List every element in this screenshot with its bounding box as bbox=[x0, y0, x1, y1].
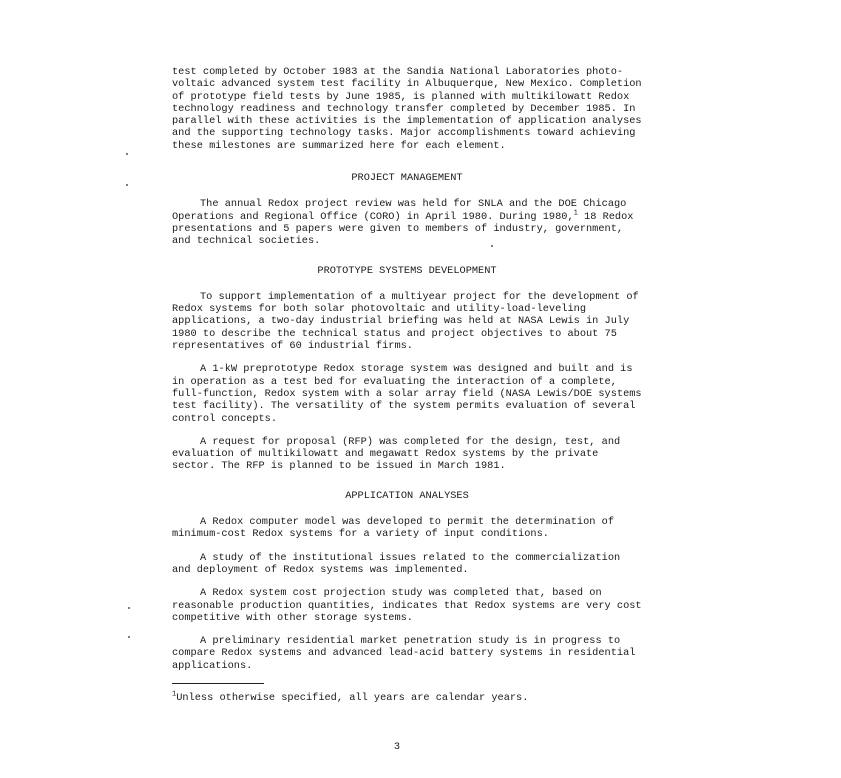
page-number: 3 bbox=[393, 741, 401, 753]
footnote-divider bbox=[172, 683, 264, 684]
pm-text-part2: 18 Redox presentations and 5 papers were given to members of industry, government, and technical societies. bbox=[172, 210, 634, 248]
application-paragraph-4: A preliminary residential market penetration study is in progress to compare Redox systems and advanced lead-acid battery systems in residential applications. bbox=[172, 635, 636, 672]
footnote-marker: 1 bbox=[172, 690, 177, 699]
scan-speck bbox=[126, 153, 128, 155]
scan-speck bbox=[491, 245, 493, 247]
project-management-paragraph bbox=[172, 198, 642, 247]
scan-speck bbox=[128, 607, 130, 609]
application-paragraph-2: A study of the institutional issues related to the commercialization and deployment of Redox systems was implemented. bbox=[172, 551, 621, 576]
intro-paragraph: test completed by October 1983 at the Sandia National Laboratories photo-voltaic advanced system test facility in Albuquerque, New Mexico. Completion of prototype field tests by June 1985, is planned with multikilowatt Redox technology readiness and technology transfer completed by December 1985. In parallel with these activities is the implementation of application analyses and the supporting technology tasks. Major accomplishments toward achieving these milestones are summarized here for each element. bbox=[172, 66, 642, 152]
footnote bbox=[172, 692, 642, 704]
application-paragraph-3: A Redox system cost projection study was completed that, based on reasonable production quantities, indicates that Redox systems are very cost competitive with other storage systems. bbox=[172, 587, 642, 624]
footnote-text: Unless otherwise specified, all years are calendar years. bbox=[176, 691, 529, 704]
section-heading-project-management: PROJECT MANAGEMENT bbox=[351, 172, 463, 185]
section-heading-prototype-systems: PROTOTYPE SYSTEMS DEVELOPMENT bbox=[317, 264, 497, 277]
section-heading-application-analyses: APPLICATION ANALYSES bbox=[345, 489, 469, 502]
prototype-paragraph-3: A request for proposal (RFP) was completed for the design, test, and evaluation of multikilowatt and megawatt Redox systems by the private sector. The RFP is planned to be issued in March 1981. bbox=[172, 435, 621, 473]
prototype-paragraph-2: A 1-kW preprototype Redox storage system was designed and built and is in operation as a test bed for evaluating the interaction of a complete, full-function, Redox system with a solar array field (NASA Lewis/DOE systems test facility). The versatility of the system permits evaluation of several control concepts. bbox=[172, 363, 642, 425]
pm-text-part1: The annual Redox project review was held for SNLA and the DOE Chicago Operations and Regional Office (CORO) in April 1980. During 1980, bbox=[172, 198, 627, 223]
application-paragraph-1: A Redox computer model was developed to permit the determination of minimum-cost Redox systems for a variety of input conditions. bbox=[172, 516, 615, 541]
footnote-reference: 1 bbox=[573, 209, 578, 218]
scan-speck bbox=[126, 184, 128, 186]
prototype-paragraph-1: To support implementation of a multiyear project for the development of Redox systems for both solar photovoltaic and utility-load-leveling applications, a two-day industrial briefing was held at NASA Lewis in July 1980 to describe the technical status and project objectives to about 75 representatives of 60 industrial firms. bbox=[172, 290, 639, 353]
document-page bbox=[172, 66, 642, 704]
scan-speck bbox=[128, 636, 130, 638]
